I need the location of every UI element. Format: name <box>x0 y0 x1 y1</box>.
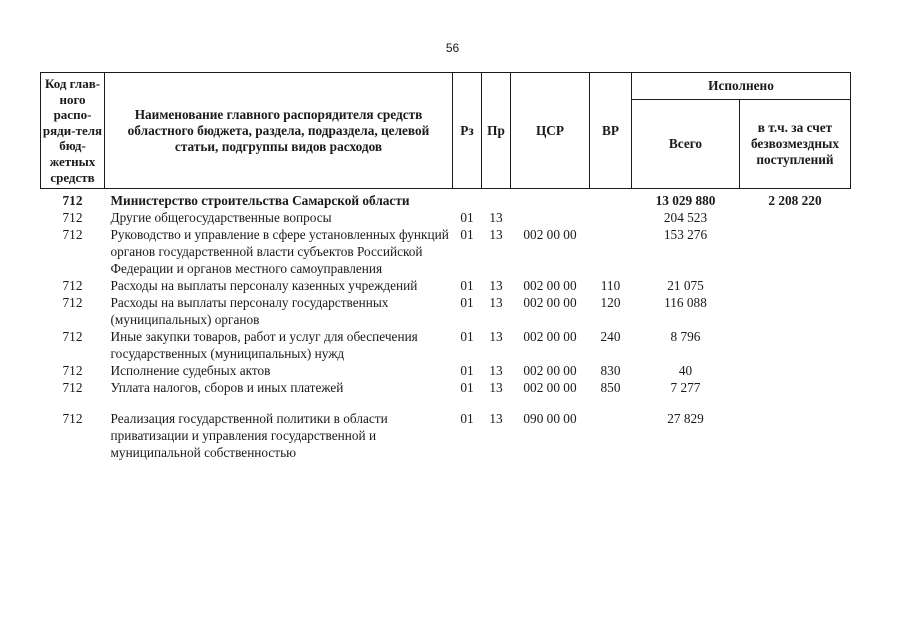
table-row <box>41 328 851 362</box>
header-total: Всего <box>632 100 740 189</box>
table-header <box>41 73 851 189</box>
row-total: 153 276 <box>663 227 708 243</box>
row-name: Реализация государственной политики в области приватизации и управления государственной и муниципальной собственностью <box>110 411 388 461</box>
row-name: Иные закупки товаров, работ и услуг для обеспечения государственных (муниципальных) нужд <box>110 329 418 362</box>
row-vr: 240 <box>600 329 621 345</box>
row-total: 13 029 880 <box>655 193 716 209</box>
row-code: 712 <box>62 380 83 396</box>
row-pr: 13 <box>489 411 503 427</box>
row-name: Министерство строительства Самарской области <box>110 193 410 209</box>
header-executed: Исполнено <box>632 73 851 100</box>
row-pr: 13 <box>489 278 503 294</box>
row-total: 27 829 <box>667 411 704 427</box>
row-pr: 13 <box>489 227 503 243</box>
row-rz: 01 <box>460 380 474 396</box>
row-total: 8 796 <box>670 329 701 345</box>
row-total: 116 088 <box>664 295 707 311</box>
header-vr: ВР <box>590 73 632 189</box>
row-vr: 110 <box>600 278 621 294</box>
row-total: 40 <box>678 363 693 379</box>
row-incl <box>740 362 851 379</box>
row-pr: 13 <box>489 363 503 379</box>
row-total: 204 523 <box>663 210 708 226</box>
row-vr <box>590 209 632 226</box>
row-incl <box>740 209 851 226</box>
row-vr <box>590 226 632 277</box>
table-row <box>41 379 851 396</box>
table-body <box>41 189 851 462</box>
row-pr: 13 <box>489 295 503 311</box>
row-total: 21 075 <box>667 278 704 294</box>
row-name: Руководство и управление в сфере установленных функций органов государственной власти субъектов Российской Федерации и органов местного самоуправления <box>110 227 449 277</box>
row-csr: 002 00 00 <box>523 363 577 379</box>
header-name: Наименование главного распорядителя средств областного бюджета, раздела, подраздела, целевой статьи, подгруппы видов расходов <box>105 73 453 189</box>
page-number: 56 <box>445 41 460 55</box>
row-vr <box>590 396 632 461</box>
row-name: Расходы на выплаты персоналу государственных (муниципальных) органов <box>110 295 389 328</box>
row-code: 712 <box>62 227 83 243</box>
row-incl <box>740 396 851 461</box>
row-code: 712 <box>62 193 83 209</box>
table-row <box>41 362 851 379</box>
row-vr: 120 <box>600 295 621 311</box>
table-row <box>41 294 851 328</box>
row-vr: 830 <box>600 363 621 379</box>
row-rz: 01 <box>460 278 474 294</box>
row-incl: 2 208 220 <box>768 193 822 209</box>
row-name: Исполнение судебных актов <box>110 363 271 379</box>
row-csr: 002 00 00 <box>523 227 577 243</box>
row-pr <box>482 189 511 210</box>
row-rz: 01 <box>460 295 474 311</box>
row-rz: 01 <box>460 210 474 226</box>
row-incl <box>740 226 851 277</box>
row-csr <box>511 189 590 210</box>
row-incl <box>740 379 851 396</box>
row-pr: 13 <box>489 329 503 345</box>
header-code: Код глав-ного распо-ряди-теля бюд-жетных средств <box>41 73 105 189</box>
row-rz <box>453 189 482 210</box>
table-row <box>41 396 851 461</box>
row-vr <box>590 189 632 210</box>
row-name: Уплата налогов, сборов и иных платежей <box>110 380 344 396</box>
row-rz: 01 <box>460 363 474 379</box>
row-vr: 850 <box>600 380 621 396</box>
row-csr <box>511 209 590 226</box>
row-name: Другие общегосударственные вопросы <box>110 210 332 226</box>
budget-table <box>40 72 851 461</box>
row-code: 712 <box>62 363 83 379</box>
row-code: 712 <box>62 411 83 427</box>
row-csr: 002 00 00 <box>523 278 577 294</box>
row-csr: 002 00 00 <box>523 329 577 345</box>
table-row <box>41 277 851 294</box>
row-code: 712 <box>62 295 83 311</box>
table-row <box>41 226 851 277</box>
header-pr: Пр <box>482 73 511 189</box>
table-row <box>41 209 851 226</box>
header-rz: Рз <box>453 73 482 189</box>
row-code: 712 <box>62 278 83 294</box>
row-name: Расходы на выплаты персоналу казенных учреждений <box>110 278 418 294</box>
table-row <box>41 189 851 210</box>
row-csr: 002 00 00 <box>523 380 577 396</box>
row-csr: 090 00 00 <box>523 411 577 427</box>
row-pr: 13 <box>489 380 503 396</box>
row-rz: 01 <box>460 329 474 345</box>
row-incl <box>740 277 851 294</box>
row-incl <box>740 294 851 328</box>
row-rz: 01 <box>460 227 474 243</box>
row-pr: 13 <box>489 210 503 226</box>
row-csr: 002 00 00 <box>523 295 577 311</box>
row-total: 7 277 <box>670 380 701 396</box>
header-incl: в т.ч. за счет безвозмездных поступлений <box>740 100 851 189</box>
row-code: 712 <box>62 329 83 345</box>
row-incl <box>740 328 851 362</box>
row-rz: 01 <box>460 411 474 427</box>
header-csr: ЦСР <box>511 73 590 189</box>
row-code: 712 <box>62 210 83 226</box>
